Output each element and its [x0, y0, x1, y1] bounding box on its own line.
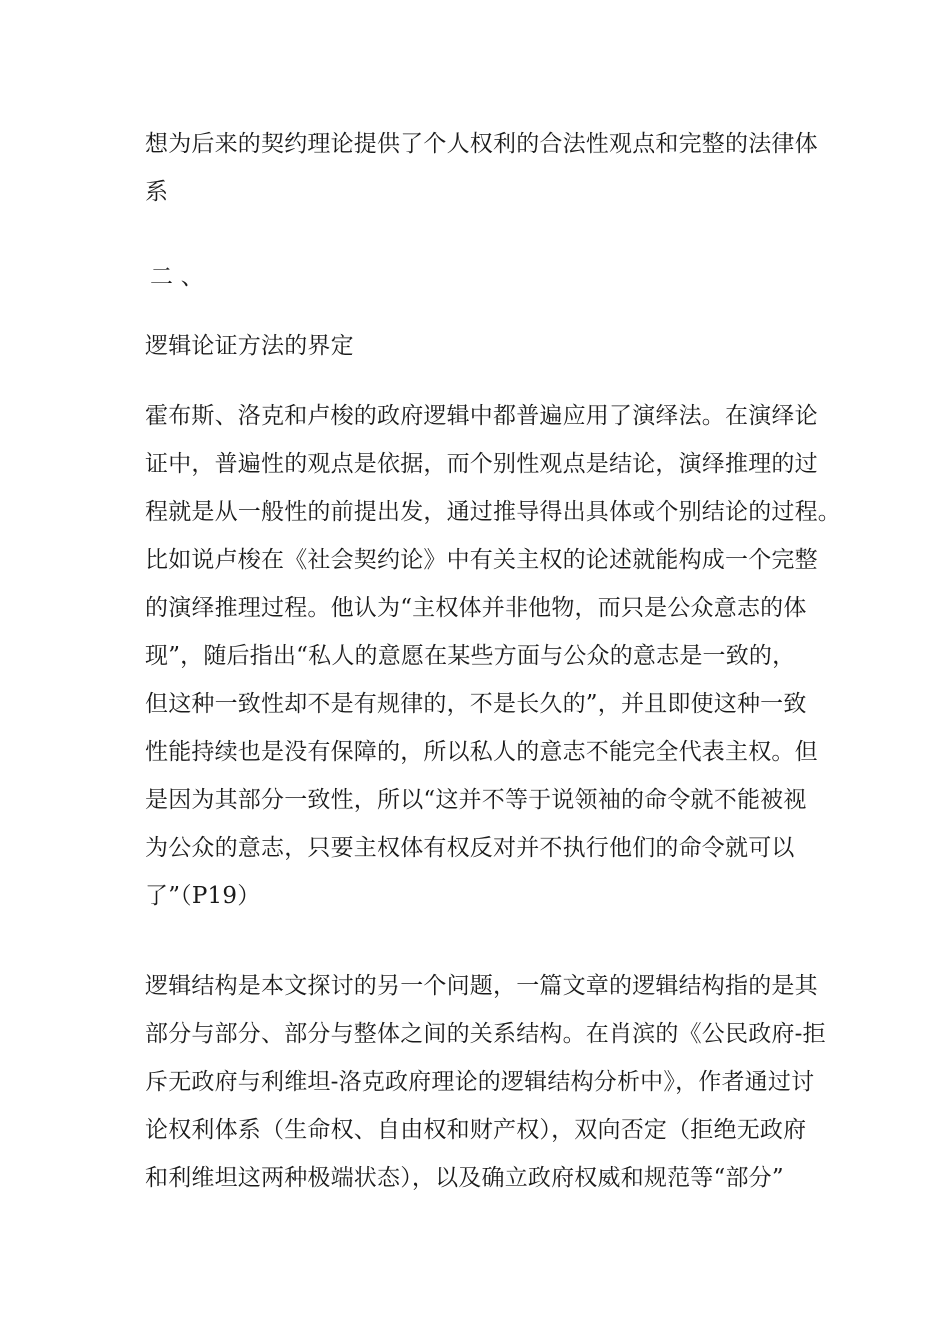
text-line: 论权利体系（生命权、自由权和财产权），双向否定（拒绝无政府	[145, 1117, 807, 1143]
text-line: 程就是从一般性的前提出发，通过推导得出具体或个别结论的过程。	[145, 499, 841, 525]
paragraph-deduction	[145, 392, 841, 920]
text-line: 系	[145, 179, 169, 205]
text-line: 和利维坦这两种极端状态），以及确立政府权威和规范等“部分”	[145, 1165, 784, 1191]
text-line: 的演绎推理过程。他认为“主权体并非他物，而只是公众意志的体	[145, 595, 807, 621]
section-title: 逻辑论证方法的界定	[145, 333, 354, 359]
text-line: 现”，随后指出“私人的意愿在某些方面与公众的意志是一致的，	[145, 643, 796, 669]
text-line: 证中，普遍性的观点是依据，而个别性观点是结论，演绎推理的过	[145, 451, 818, 477]
text-line: 了”（P19）	[145, 883, 261, 909]
text-line: 霍布斯、洛克和卢梭的政府逻辑中都普遍应用了演绎法。在演绎论	[145, 403, 818, 429]
text-line: 想为后来的契约理论提供了个人权利的合法性观点和完整的法律体	[145, 131, 818, 157]
paragraph-intro	[145, 120, 818, 216]
text-line: 比如说卢梭在《社会契约论》中有关主权的论述就能构成一个完整	[145, 547, 818, 573]
text-line: 但这种一致性却不是有规律的，不是长久的”，并且即使这种一致	[145, 691, 807, 717]
text-line: 性能持续也是没有保障的，所以私人的意志不能完全代表主权。但	[145, 739, 818, 765]
section-number: 二 、	[150, 264, 204, 290]
text-line: 是因为其部分一致性，所以“这并不等于说领袖的命令就不能被视	[145, 787, 807, 813]
text-line: 部分与部分、部分与整体之间的关系结构。在肖滨的《公民政府-拒	[145, 1021, 826, 1047]
paragraph-structure	[145, 962, 826, 1202]
text-line: 逻辑结构是本文探讨的另一个问题，一篇文章的逻辑结构指的是其	[145, 973, 818, 999]
text-line: 为公众的意志，只要主权体有权反对并不执行他们的命令就可以	[145, 835, 795, 861]
text-line: 斥无政府与利维坦-洛克政府理论的逻辑结构分析中》，作者通过讨	[145, 1069, 815, 1095]
